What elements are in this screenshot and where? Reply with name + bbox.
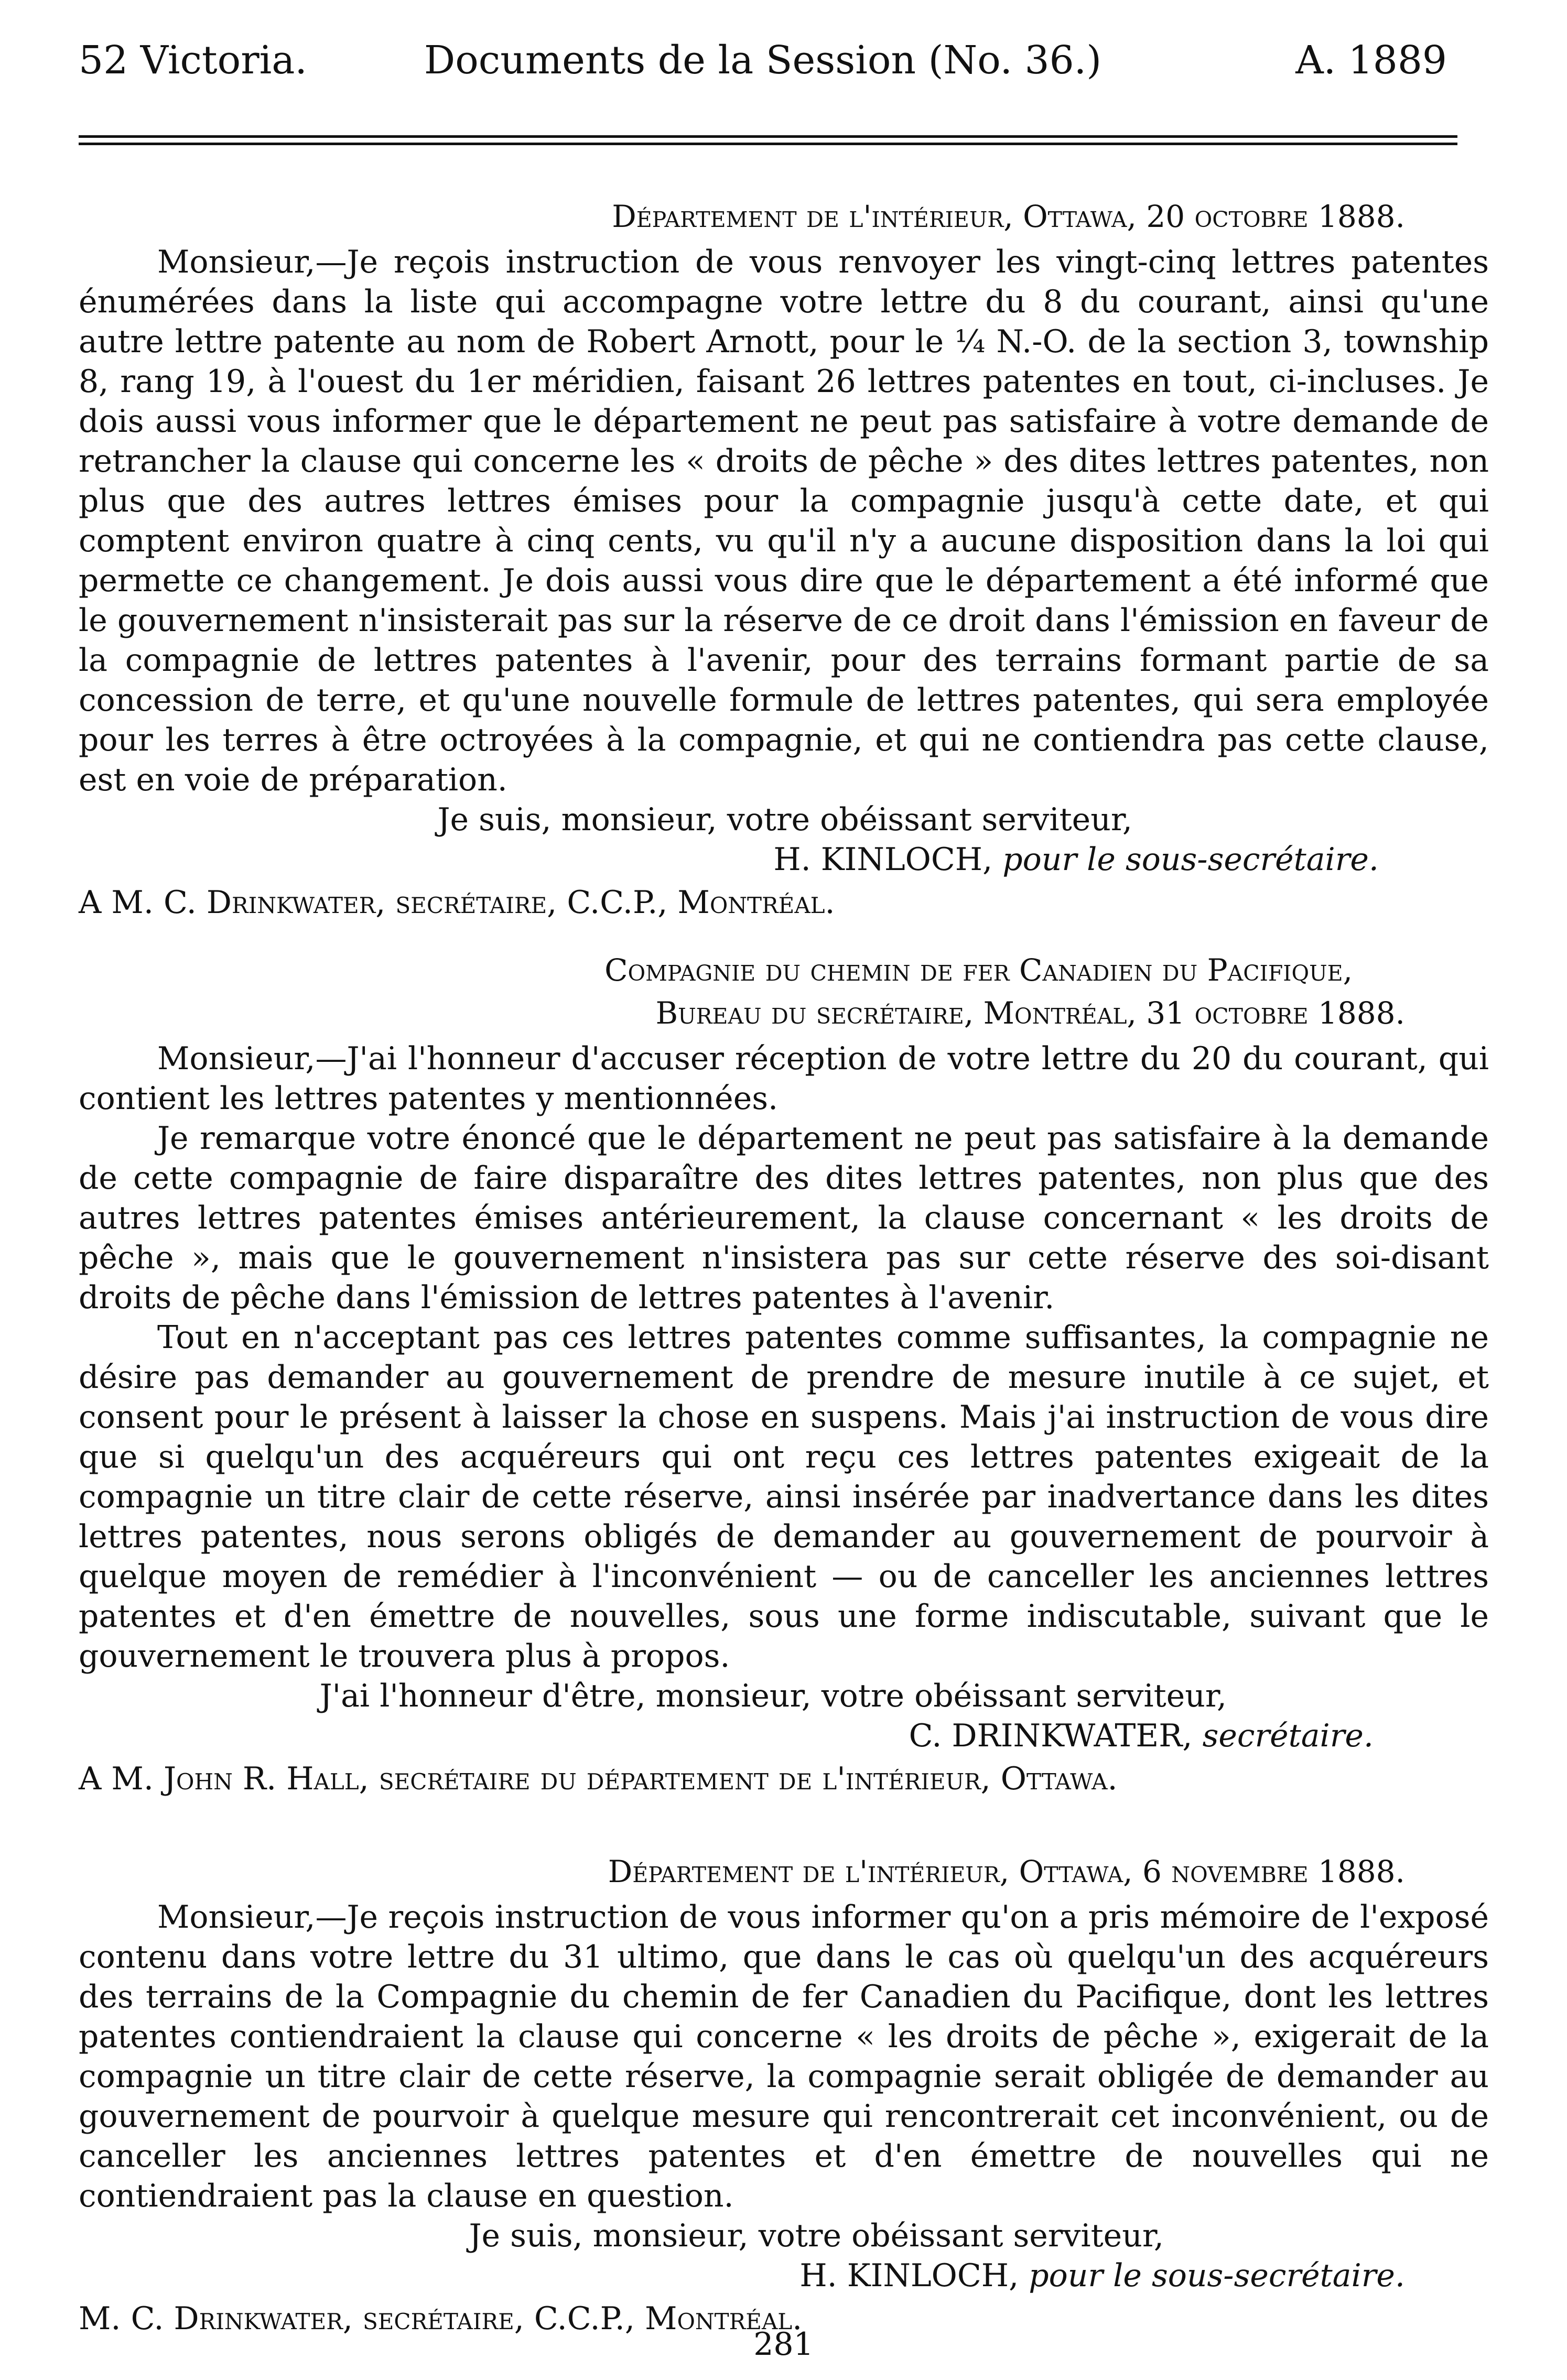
letter-1 bbox=[79, 195, 1489, 922]
letter-3-closing: Je suis, monsieur, votre obéissant serviteur, bbox=[469, 2218, 1164, 2254]
letter-2-heading bbox=[79, 949, 1489, 1035]
letter-3-signature-name: H. KINLOCH, bbox=[799, 2257, 1019, 2294]
letter-1-addressee: A M. C. Drinkwater, secrétaire, C.C.P., Montréal. bbox=[79, 884, 835, 921]
letter-2-addressee: A M. John R. Hall, secrétaire du département de l'intérieur, Ottawa. bbox=[79, 1760, 1118, 1797]
letter-3-heading bbox=[79, 1850, 1489, 1893]
letter-3-signature-role: pour le sous-secrétaire. bbox=[1029, 2257, 1405, 2294]
letter-2-heading-line-2: Bureau du secrétaire, Montréal, 31 octobre 1888. bbox=[655, 995, 1405, 1031]
letter-2-paragraph-3: Tout en n'acceptant pas ces lettres patentes comme suffisantes, la compagnie ne désire pas demander au gouvernement de prendre de mesure inutile à ce sujet, et consent pour le présent à laisser la chose en suspens. Mais j'ai instruction de vous dire que si quelqu'un des acquéreurs qui ont reçu ces lettres patentes exigeait de la compagnie un titre clair de cette réserve, ainsi insérée par inadvertance dans les dites lettres patentes, nous serons obligés de demander au gouvernement de pourvoir à quelque moyen de remédier à l'inconvénient — ou de canceller les anciennes lettres patentes et d'en émettre de nouvelles, sous une forme indiscutable, suivant que le gouvernement le trouvera plus à propos. bbox=[79, 1319, 1489, 1675]
letter-1-signature bbox=[79, 840, 1489, 879]
letter-1-signature-name: H. KINLOCH, bbox=[773, 841, 993, 878]
header-center: Documents de la Session (No. 36.) bbox=[424, 38, 1102, 83]
letter-1-closing: Je suis, monsieur, votre obéissant serviteur, bbox=[437, 801, 1132, 838]
header-rule-bottom bbox=[79, 143, 1457, 145]
page-number: 281 bbox=[753, 2326, 814, 2363]
header-left: 52 Victoria. bbox=[79, 38, 307, 83]
letter-2-signature bbox=[79, 1716, 1489, 1756]
letter-1-signature-block bbox=[79, 800, 1489, 879]
letter-1-signature-role: pour le sous-secrétaire. bbox=[1002, 841, 1379, 878]
letter-3-signature bbox=[79, 2256, 1489, 2296]
header-rule-top bbox=[79, 135, 1457, 138]
letter-3-signature-block bbox=[79, 2216, 1489, 2296]
letter-2-signature-role: secrétaire. bbox=[1202, 1718, 1374, 1754]
letter-2-paragraph-2: Je remarque votre énoncé que le département ne peut pas satisfaire à la demande de cette compagnie de faire disparaître des dites lettres patentes, non plus que des autres lettres patentes émises antérieurement, la clause concernant « les droits de pêche », mais que le gouvernement n'insistera pas sur cette réserve des soi-disant droits de pêche dans l'émission de lettres patentes à l'avenir. bbox=[79, 1120, 1489, 1316]
letter-1-paragraph: Monsieur,—Je reçois instruction de vous renvoyer les vingt-cinq lettres patentes énumérées dans la liste qui accompagne votre lettre du 8 du courant, ainsi qu'une autre lettre patente au nom de Robert Arnott, pour le ¼ N.-O. de la section 3, township 8, rang 19, à l'ouest du 1er méridien, faisant 26 lettres patentes en tout, ci-incluses. Je dois aussi vous informer que le département ne peut pas satisfaire à votre demande de retrancher la clause qui concerne les « droits de pêche » des dites lettres patentes, non plus que des autres lettres émises pour la compagnie jusqu'à cette date, et qui comptent environ quatre à cinq cents, vu qu'il n'y a aucune disposition dans la loi qui permette ce changement. Je dois aussi vous dire que le département a été informé que le gouvernement n'insisterait pas sur la réserve de ce droit dans l'émission en faveur de la compagnie de lettres patentes à l'avenir, pour des terrains formant partie de sa concession de terre, et qu'une nouvelle formule de lettres patentes, qui sera employée pour les terres à être octroyées à la compagnie, et qui ne contiendra pas cette clause, est en voie de préparation. bbox=[79, 244, 1489, 798]
letter-2 bbox=[79, 949, 1489, 1799]
letter-3-addressee: M. C. Drinkwater, secrétaire, C.C.P., Montréal. bbox=[79, 2300, 803, 2337]
letter-3 bbox=[79, 1850, 1489, 2339]
letter-1-heading bbox=[79, 195, 1489, 238]
letter-2-heading-line-1: Compagnie du chemin de fer Canadien du Pacifique, bbox=[604, 952, 1353, 988]
letter-2-signature-name: C. DRINKWATER, bbox=[909, 1718, 1193, 1754]
letter-1-heading-line: Département de l'intérieur, Ottawa, 20 octobre 1888. bbox=[612, 199, 1405, 234]
letter-2-signature-block bbox=[79, 1676, 1489, 1756]
running-header bbox=[79, 26, 1447, 94]
letter-3-heading-line: Département de l'intérieur, Ottawa, 6 novembre 1888. bbox=[608, 1854, 1405, 1889]
letter-3-paragraph: Monsieur,—Je reçois instruction de vous informer qu'on a pris mémoire de l'exposé contenu dans votre lettre du 31 ultimo, que dans le cas où quelqu'un des acquéreurs des terrains de la Compagnie du chemin de fer Canadien du Pacifique, dont les lettres patentes contiendraient la clause qui concerne « les droits de pêche », exigerait de la compagnie un titre clair de cette réserve, la compagnie serait obligée de demander au gouvernement de pourvoir à quelque mesure qui rencontrerait cet inconvénient, ou de canceller les anciennes lettres patentes et d'en émettre de nouvelles qui ne contiendraient pas la clause en question. bbox=[79, 1899, 1489, 2214]
letter-2-paragraph-1: Monsieur,—J'ai l'honneur d'accuser réception de votre lettre du 20 du courant, qui contient les lettres patentes y mentionnées. bbox=[79, 1040, 1489, 1117]
header-right: A. 1889 bbox=[1295, 38, 1447, 83]
letter-2-closing: J'ai l'honneur d'être, monsieur, votre obéissant serviteur, bbox=[319, 1678, 1227, 1714]
